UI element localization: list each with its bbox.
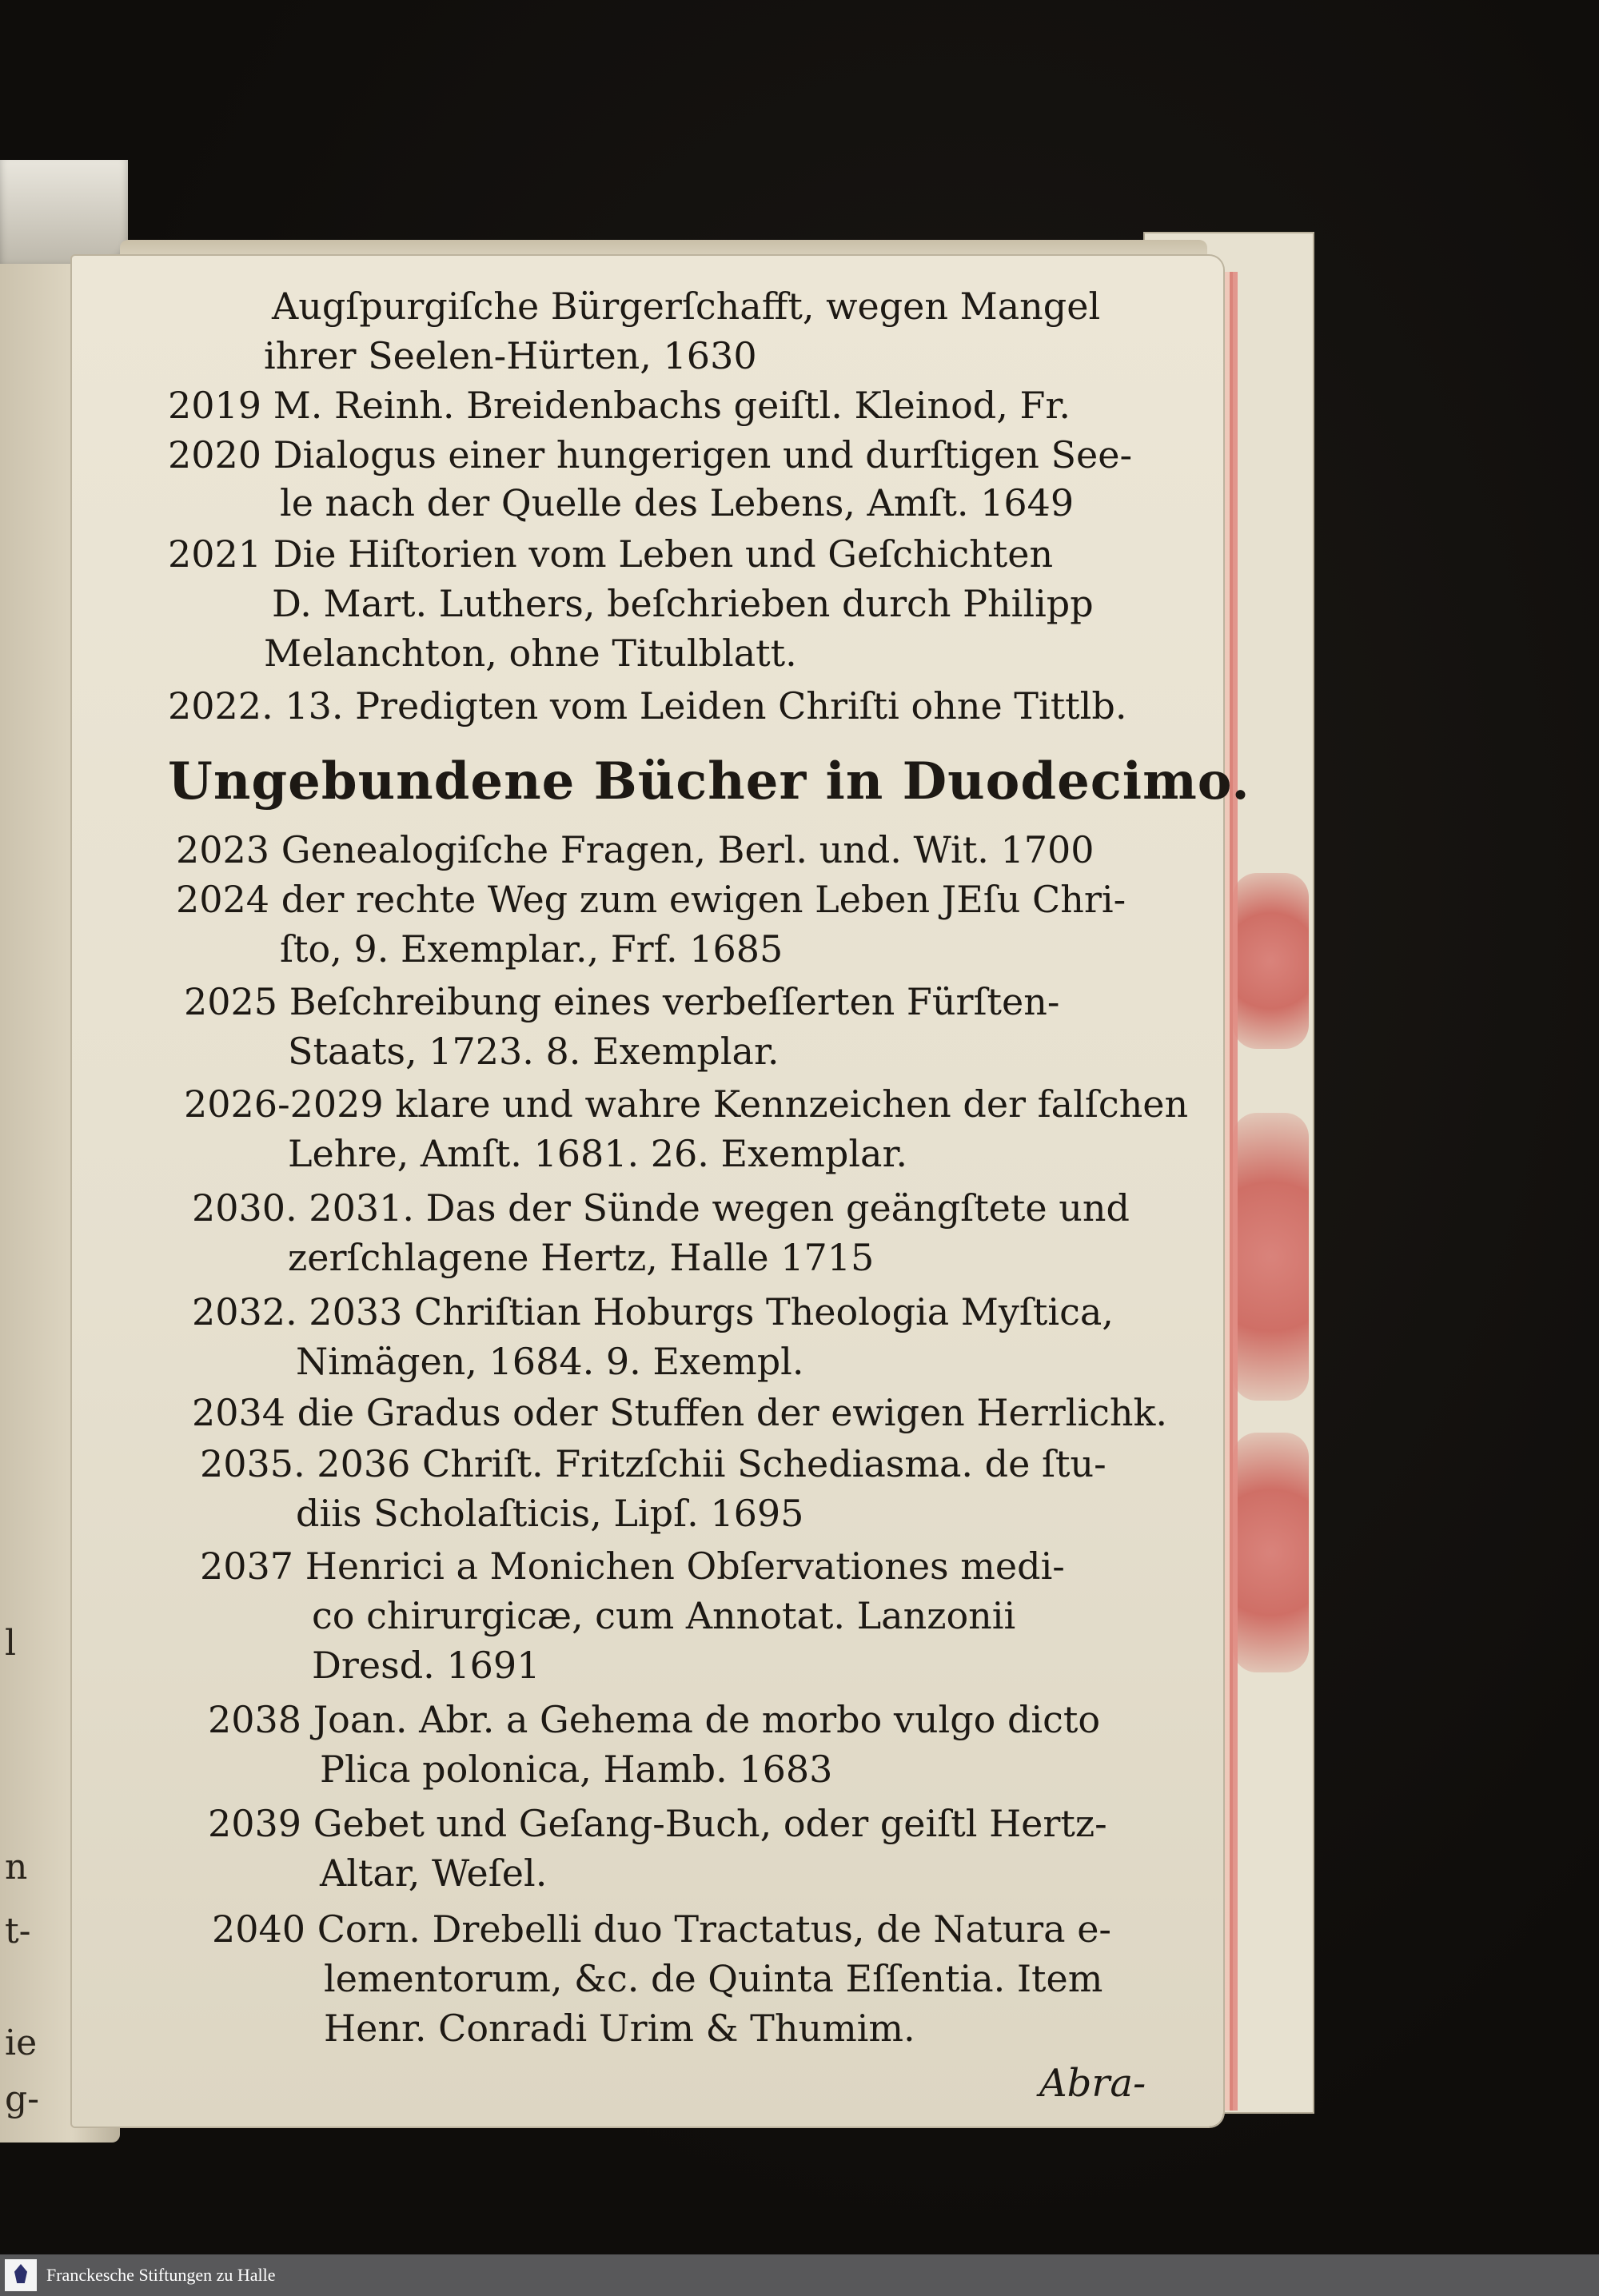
entry-text: die Gradus oder Stuffen der ewigen Herrlichk.: [297, 1391, 1168, 1434]
logo-mark: [14, 2264, 27, 2283]
catalogue-line: D. Mart. Luthers, beſchrieben durch Philipp: [272, 582, 1094, 625]
catalogue-entry: [192, 1186, 1130, 1230]
catalogue-line: ihrer Seelen-Hürten, 1630: [264, 334, 757, 377]
red-stain: [1233, 1433, 1309, 1672]
entry-text: M. Reinh. Breidenbachs geiſtl. Kleinod, Fr.: [273, 384, 1071, 427]
entry-number: 2037: [200, 1545, 305, 1588]
catalogue-line: Plica polonica, Hamb. 1683: [320, 1748, 833, 1791]
catalogue-entry: [176, 878, 1126, 921]
footer-label: Franckesche Stiftungen zu Halle: [46, 2265, 276, 2285]
entry-text: Dialogus einer hungerigen und durſtigen See-: [273, 433, 1133, 476]
left-page-fragment: n: [5, 1847, 28, 1887]
catalogue-line: le nach der Quelle des Lebens, Amſt. 1649: [280, 481, 1075, 524]
entry-number: 2024: [176, 878, 281, 921]
catalogue-entry: [184, 1082, 1189, 1126]
catalogue-line: lementorum, &c. de Quinta Eſſentia. Item: [324, 1957, 1103, 2000]
catalogue-line: Staats, 1723. 8. Exemplar.: [288, 1030, 780, 1073]
entry-number: 2021: [168, 532, 273, 576]
catalogue-entry: [184, 980, 1060, 1023]
catalogue-line: Lehre, Amſt. 1681. 26. Exemplar.: [288, 1132, 908, 1175]
book-binding: [0, 160, 128, 272]
entry-text: der rechte Weg zum ewigen Leben JEſu Chri-: [281, 878, 1126, 921]
entry-number: 2025: [184, 980, 289, 1023]
entry-number: 2034: [192, 1391, 297, 1434]
section-heading: Ungebundene Bücher in Duodecimo.: [168, 751, 1250, 811]
catalogue-line: Altar, Weſel.: [320, 1852, 548, 1895]
catalogue-entry: [208, 1802, 1107, 1845]
entry-number: 2040: [212, 1907, 317, 1951]
entry-text: Chriſtian Hoburgs Theologia Myſtica,: [414, 1290, 1114, 1333]
entry-text: Henrici a Monichen Obſervationes medi-: [305, 1545, 1065, 1588]
entry-number: 2023: [176, 828, 281, 871]
catalogue-line: ſto, 9. Exemplar., Frf. 1685: [280, 927, 784, 971]
entry-text: Genealogiſche Fragen, Berl. und. Wit. 1700: [281, 828, 1095, 871]
entry-number: 2022.: [168, 684, 285, 727]
catchword: Abra-: [1039, 2061, 1146, 2106]
left-page-fragment: t-: [5, 1911, 31, 1951]
left-page-fragment: ie: [5, 2023, 38, 2063]
catalogue-line: Dresd. 1691: [312, 1644, 540, 1687]
catalogue-line: co chirurgicæ, cum Annotat. Lanzonii: [312, 1594, 1016, 1637]
footer-bar: [0, 2254, 1599, 2296]
institution-logo-icon: [5, 2259, 37, 2291]
entry-number: 2035. 2036: [200, 1442, 422, 1485]
catalogue-line: Melanchton, ohne Titulblatt.: [264, 632, 797, 675]
entry-text: klare und wahre Kennzeichen der falſchen: [395, 1082, 1189, 1126]
entry-number: 2039: [208, 1802, 313, 1845]
entry-text: Das der Sünde wegen geängſtete und: [425, 1186, 1130, 1230]
catalogue-line: diis Scholaſticis, Lipſ. 1695: [296, 1492, 804, 1535]
catalogue-line: zerſchlagene Hertz, Halle 1715: [288, 1236, 875, 1279]
entry-text: Die Hiſtorien vom Leben und Geſchichten: [273, 532, 1054, 576]
catalogue-entry: [208, 1698, 1101, 1741]
entry-number: 2020: [168, 433, 273, 476]
entry-text: Corn. Drebelli duo Tractatus, de Natura e-: [317, 1907, 1111, 1951]
entry-text: Beſchreibung eines verbeſſerten Fürſten-: [289, 980, 1060, 1023]
entry-number: 2030. 2031.: [192, 1186, 426, 1230]
entry-number: 2032. 2033: [192, 1290, 414, 1333]
catalogue-entry: [168, 384, 1071, 427]
catalogue-entry: [168, 433, 1133, 476]
entry-text: 13. Predigten vom Leiden Chriſti ohne Tittlb.: [285, 684, 1127, 727]
catalogue-entry: [200, 1442, 1107, 1485]
entry-number: 2019: [168, 384, 273, 427]
catalogue-line: Nimägen, 1684. 9. Exempl.: [296, 1340, 804, 1383]
entry-number: 2038: [208, 1698, 313, 1741]
entry-text: Joan. Abr. a Gehema de morbo vulgo dicto: [313, 1698, 1101, 1741]
catalogue-entry: [200, 1545, 1065, 1588]
catalogue-entry: [168, 684, 1127, 727]
red-stain: [1233, 873, 1309, 1049]
left-page-fragment: l: [5, 1623, 17, 1664]
catalogue-line: Henr. Conradi Urim & Thumim.: [324, 2007, 915, 2050]
entry-text: Chriſt. Fritzſchii Schediasma. de ſtu-: [422, 1442, 1107, 1485]
catalogue-entry: [212, 1907, 1111, 1951]
catalogue-line: Augſpurgiſche Bürgerſchafft, wegen Mangel: [272, 285, 1101, 328]
catalogue-entry: [192, 1391, 1168, 1434]
red-stain: [1233, 1113, 1309, 1401]
left-page-fragment: g-: [5, 2079, 40, 2119]
catalogue-entry: [176, 828, 1095, 871]
entry-text: Gebet und Geſang-Buch, oder geiſtl Hertz-: [313, 1802, 1107, 1845]
catalogue-entry: [168, 532, 1054, 576]
entry-number: 2026-2029: [184, 1082, 396, 1126]
catalogue-entry: [192, 1290, 1114, 1333]
